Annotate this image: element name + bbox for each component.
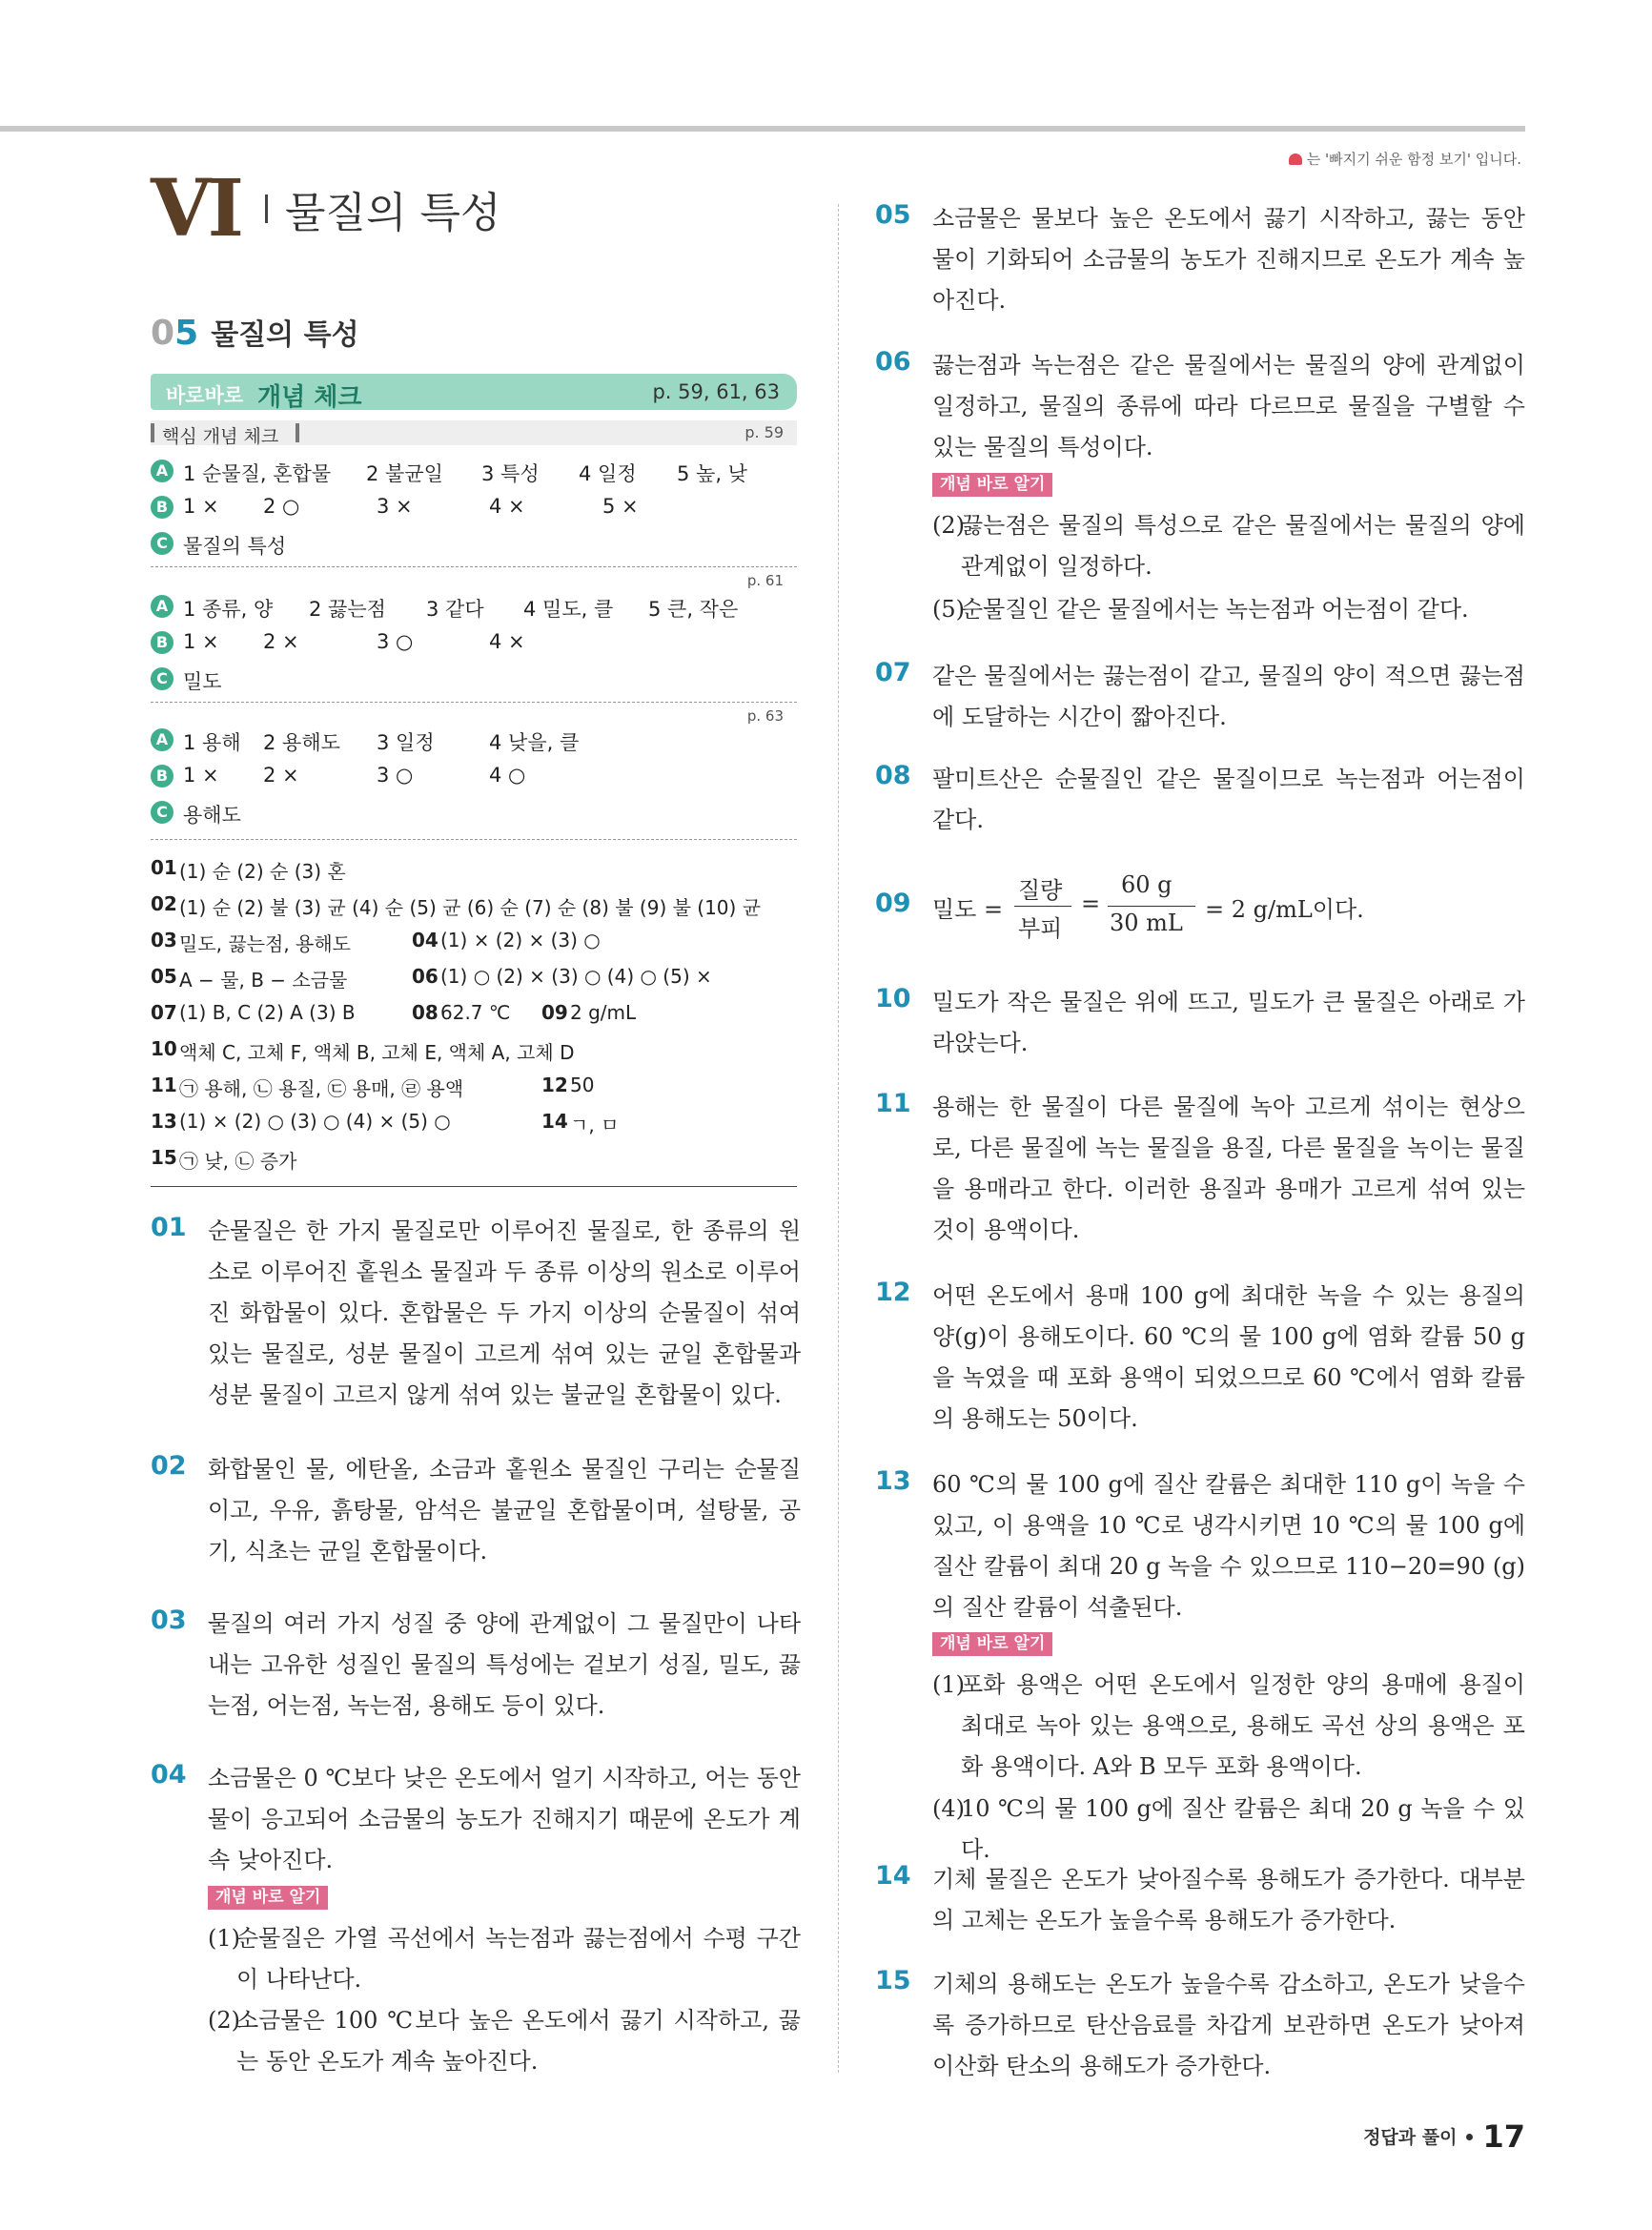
badge-a: A [151, 595, 173, 618]
siren-icon [1289, 153, 1302, 165]
unit-title: 물질의 특성 [284, 189, 501, 237]
unit-number: VI [151, 163, 240, 255]
fraction-numerator: 질량 [1018, 877, 1063, 904]
explanation-09-formula: 09 밀도 = 질량 부피 = 60 g 30 mL = 2 g/mL이다. [875, 871, 1364, 942]
section-number: 05 [151, 314, 199, 353]
tip-label-13: 개념 바로 알기 [932, 1632, 1052, 1656]
fraction-bar [1014, 906, 1071, 907]
badge-b: B [151, 496, 173, 519]
badge-a: A [151, 460, 173, 482]
badge-c: C [151, 801, 173, 824]
badge-b: B [151, 631, 173, 654]
badge-c: C [151, 532, 173, 555]
bar-marker-left [151, 423, 154, 442]
value-numerator: 60 g [1121, 871, 1173, 898]
quick-answer-divider [151, 826, 797, 840]
tip-label-06: 개념 바로 알기 [932, 473, 1052, 497]
badge-b: B [151, 765, 173, 788]
unit-separator [265, 194, 268, 223]
explanations-divider [151, 1186, 797, 1187]
page-footer [1363, 2118, 1525, 2155]
badge-c: C [151, 667, 173, 690]
fraction-denominator: 부피 [1018, 915, 1063, 942]
badge-a: A [151, 728, 173, 751]
tip-label-04: 개념 바로 알기 [208, 1886, 328, 1910]
page-divider-61: p. 61 [151, 553, 797, 567]
value-fraction-bar [1108, 906, 1195, 907]
footer-title: 정답과 풀이 [1363, 2127, 1458, 2148]
unit-heading [151, 163, 501, 255]
section-heading [151, 311, 359, 353]
top-rule [0, 126, 1525, 132]
page-number: 17 [1482, 2118, 1525, 2155]
footer-dot [1466, 2134, 1473, 2140]
core-concept-bar: 핵심 개념 체크 p. 59 [151, 420, 797, 445]
section-title: 물질의 특성 [211, 318, 359, 352]
trap-legend: 는 '빠지기 쉬운 함정 보기' 입니다. [1289, 149, 1521, 169]
column-divider [838, 204, 839, 2073]
page-divider-63: p. 63 [151, 688, 797, 703]
value-denominator: 30 mL [1110, 910, 1183, 936]
bar-marker-right [296, 423, 299, 442]
concept-check-banner: 바로바로 개념 체크 p. 59, 61, 63 [151, 374, 797, 410]
